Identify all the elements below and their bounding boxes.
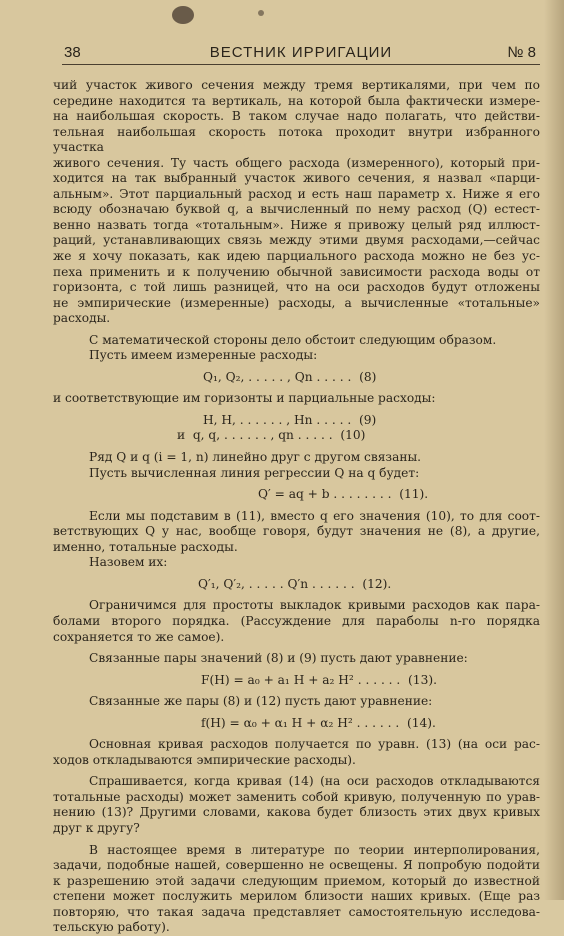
article-body — [53, 78, 540, 936]
text-line: ходится на так выбранный участок живого сечения, я назвал «парци- — [53, 171, 540, 186]
text-line: именно, тотальные расходы. — [53, 539, 238, 554]
text-line: и соответствующие им горизонты и парциальные расходы: — [53, 391, 436, 406]
text-line: сохраняется то же самое). — [53, 629, 225, 644]
text-line: тельная наибольшая скорость потока проходит внутри избранного участка — [53, 124, 540, 155]
text-line: тотальные расходы) может заменить собой кривую, полученную по урав- — [53, 789, 540, 804]
text-line: не эмпирические (измеренные) расходы, а вычисленные «тотальные» — [53, 295, 540, 310]
text-line: к разрешению этой задачи следующим приемом, который до известной — [53, 873, 540, 888]
page-edge-shadow — [544, 0, 564, 900]
journal-title: ВЕСТНИК ИРРИГАЦИИ — [209, 44, 393, 61]
text-line: болами второго порядка. (Рассуждение для параболы n-го порядка — [53, 613, 540, 628]
equation-10: и q, q, . . . . . . , qn . . . . . (10) — [177, 428, 366, 443]
text-line: Связанные пары значений (8) и (9) пусть дают уравнение: — [89, 651, 468, 666]
text-line: горизонта, с той лишь разницей, что на оси расходов будут отложены — [53, 280, 540, 295]
text-line: всюду обозначаю буквой q, а вычисленный по нему расход (Q) естест- — [53, 202, 540, 217]
ink-stain — [258, 10, 264, 16]
issue-number: № 8 — [507, 44, 536, 61]
equation-13: F(H) = a₀ + a₁ H + a₂ H² . . . . . . (13). — [201, 672, 437, 687]
text-line: венно назвать тогда «тотальным». Ниже я привожу целый ряд иллюст- — [53, 217, 540, 232]
text-line: нению (13)? Другими словами, какова будет близость этих двух кривых — [53, 805, 540, 820]
text-line: ветствующих Q у нас, вообще говоря, будут значения не (8), а другие, — [53, 524, 540, 539]
text-line: Пусть вычисленная линия регрессии Q на q будет: — [89, 465, 420, 480]
ink-stain — [172, 6, 194, 24]
text-line: Назовем их: — [89, 555, 168, 570]
text-line: чий участок живого сечения между тремя вертикалями, при чем по — [53, 78, 540, 92]
page-number: 38 — [64, 44, 81, 61]
text-line: Спрашивается, когда кривая (14) (на оси расходов откладываются — [89, 774, 540, 789]
equation-14: f(H) = α₀ + α₁ H + α₂ H² . . . . . . (14). — [201, 715, 436, 730]
text-line: пеха применить и к получению обычной зависимости расхода воды от — [53, 264, 540, 279]
equation-12: Q′₁, Q′₂, . . . . . Q′n . . . . . . (12). — [198, 576, 392, 591]
text-line: живого сечения. Ту часть общего расхода (измеренного), который при- — [53, 155, 540, 170]
text-line: Ограничимся для простоты выкладок кривыми расходов как пара- — [89, 598, 540, 613]
text-line: Связанные же пары (8) и (12) пусть дают уравнение: — [89, 694, 433, 709]
text-line: альным». Этот парциальный расход и есть наш параметр x. Ниже я его — [53, 186, 540, 201]
text-line: В настоящее время в литературе по теории интерполирования, — [89, 842, 540, 857]
text-line: тельскую работу). — [53, 920, 170, 935]
equation-8: Q₁, Q₂, . . . . . , Qn . . . . . (8) — [203, 369, 377, 384]
text-line: задачи, подобные нашей, совершенно не освещены. Я попробую подойти — [53, 858, 540, 873]
text-line: Если мы подставим в (11), вместо q его значения (10), то для соот- — [89, 508, 540, 523]
text-line: середине находится та вертикаль, на которой была фактически измере- — [53, 93, 540, 108]
text-line: на наибольшая скорость. В таком случае надо полагать, что действи- — [53, 109, 540, 124]
text-line: Основная кривая расходов получается по уравн. (13) (на оси рас- — [89, 737, 540, 752]
text-line: Пусть имеем измеренные расходы: — [89, 348, 318, 363]
text-line: Ряд Q и q (i = 1, n) линейно друг с другом связаны. — [89, 450, 422, 465]
text-line: ходов откладываются эмпирические расходы). — [53, 752, 356, 767]
equation-9: H, H, . . . . . . , Hn . . . . . (9) — [203, 412, 377, 427]
text-line: друг к другу? — [53, 820, 140, 835]
text-line: степени может послужить мерилом близости наших кривых. (Еще раз — [53, 889, 540, 904]
running-header — [62, 42, 540, 65]
text-line: же я хочу показать, как идею парциального расхода можно не без ус- — [53, 249, 540, 264]
text-line: раций, устанавливающих связь между этими двумя расходами,—сейчас — [53, 233, 540, 248]
text-line: расходы. — [53, 311, 111, 326]
text-line: С математической стороны дело обстоит следующим образом. — [89, 332, 497, 347]
text-line: повторяю, что такая задача представляет самостоятельную исследова- — [53, 904, 540, 919]
equation-11: Q′ = aq + b . . . . . . . . (11). — [258, 487, 429, 502]
